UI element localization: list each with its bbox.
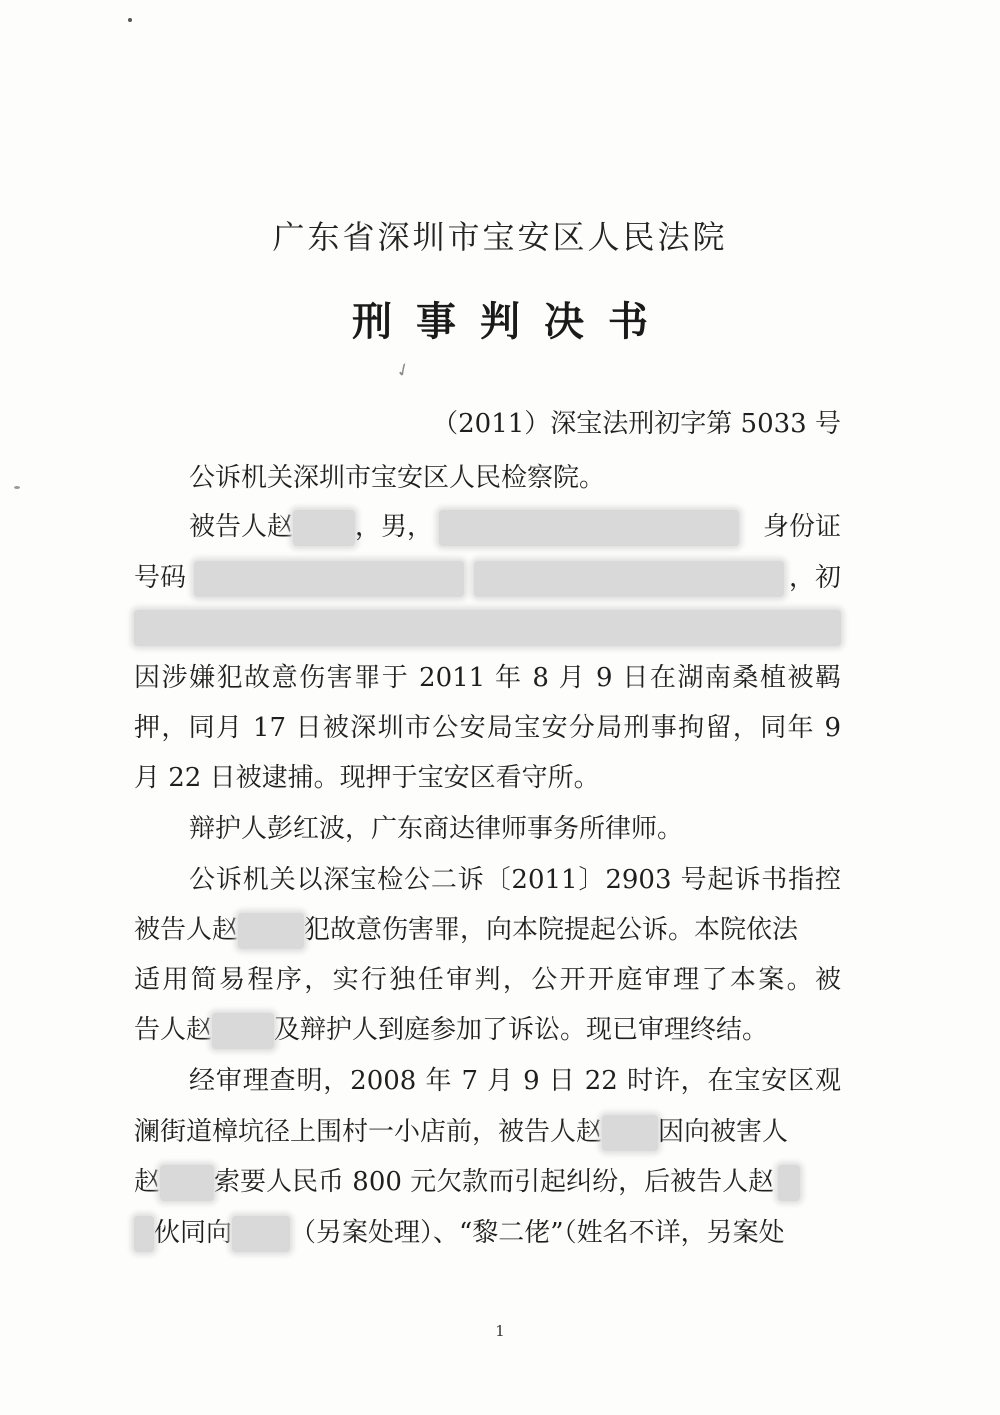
redacted-id-number-2 [474,561,784,597]
custody-line-3: 月 22 日被逮捕。现押于宝安区看守所。 [134,763,600,793]
defense-counsel-line: 辩护人彭红波，广东商达律师事务所律师。 [189,814,684,844]
scan-speck [128,18,132,22]
redacted-line [134,607,841,647]
document-type-title: 刑事判决书 [352,299,672,345]
prosecutor-line: 公诉机关深圳市宝安区人民检察院。 [189,463,606,493]
defendant-line: 被告人赵 ，男， 身份证 [134,507,841,547]
redacted-accomplice-name [232,1216,290,1252]
indictment-line-1: 公诉机关以深宝检公二诉〔2011〕2903 号起诉书指控 [189,865,841,895]
indictment-line-2: 被告人赵 犯故意伤害罪，向本院提起公诉。本院依法 [134,910,841,950]
custody-line-2: 押，同月 17 日被深圳市公安局宝安分局刑事拘留，同年 9 [134,713,841,743]
redacted-name [238,913,304,949]
redacted-name [134,1216,154,1252]
trial-line: 告人赵 及辩护人到庭参加了诉讼。现已审理终结。 [134,1010,841,1050]
facts-line-3: 赵 索要人民币 800 元欠款而引起纠纷，后被告人赵 [134,1162,841,1202]
redacted-id-number [194,561,464,597]
custody-line-1: 因涉嫌犯故意伤害罪于 2011 年 8 月 9 日在湖南桑植被羁 [134,663,841,693]
id-number-line: 号码 ，初 [134,558,841,598]
scan-speck [14,486,20,489]
facts-line-2: 澜街道樟坑径上围村一小店前，被告人赵 因向被害人 [134,1112,841,1152]
facts-line-4: 伙同向 （另案处理）、“黎二佬”（姓名不详，另案处 [134,1213,841,1253]
scan-smudge: ✓ [392,357,415,384]
court-name: 广东省深圳市宝安区人民法院 [272,218,728,256]
page-number: 1 [495,1322,505,1340]
redacted-personal-details [134,610,841,646]
facts-line-1: 经审理查明，2008 年 7 月 9 日 22 时许，在宝安区观 [189,1066,841,1096]
redacted-name [212,1013,274,1049]
procedure-line: 适用简易程序，实行独任审判，公开开庭审理了本案。被 [134,965,841,995]
redacted-birth-info [439,510,739,546]
case-number: （2011）深宝法刑初字第 5033 号 [432,409,841,439]
redacted-name [778,1165,800,1201]
redacted-name [293,510,355,546]
redacted-name [602,1115,658,1151]
redacted-victim-name [160,1165,214,1201]
